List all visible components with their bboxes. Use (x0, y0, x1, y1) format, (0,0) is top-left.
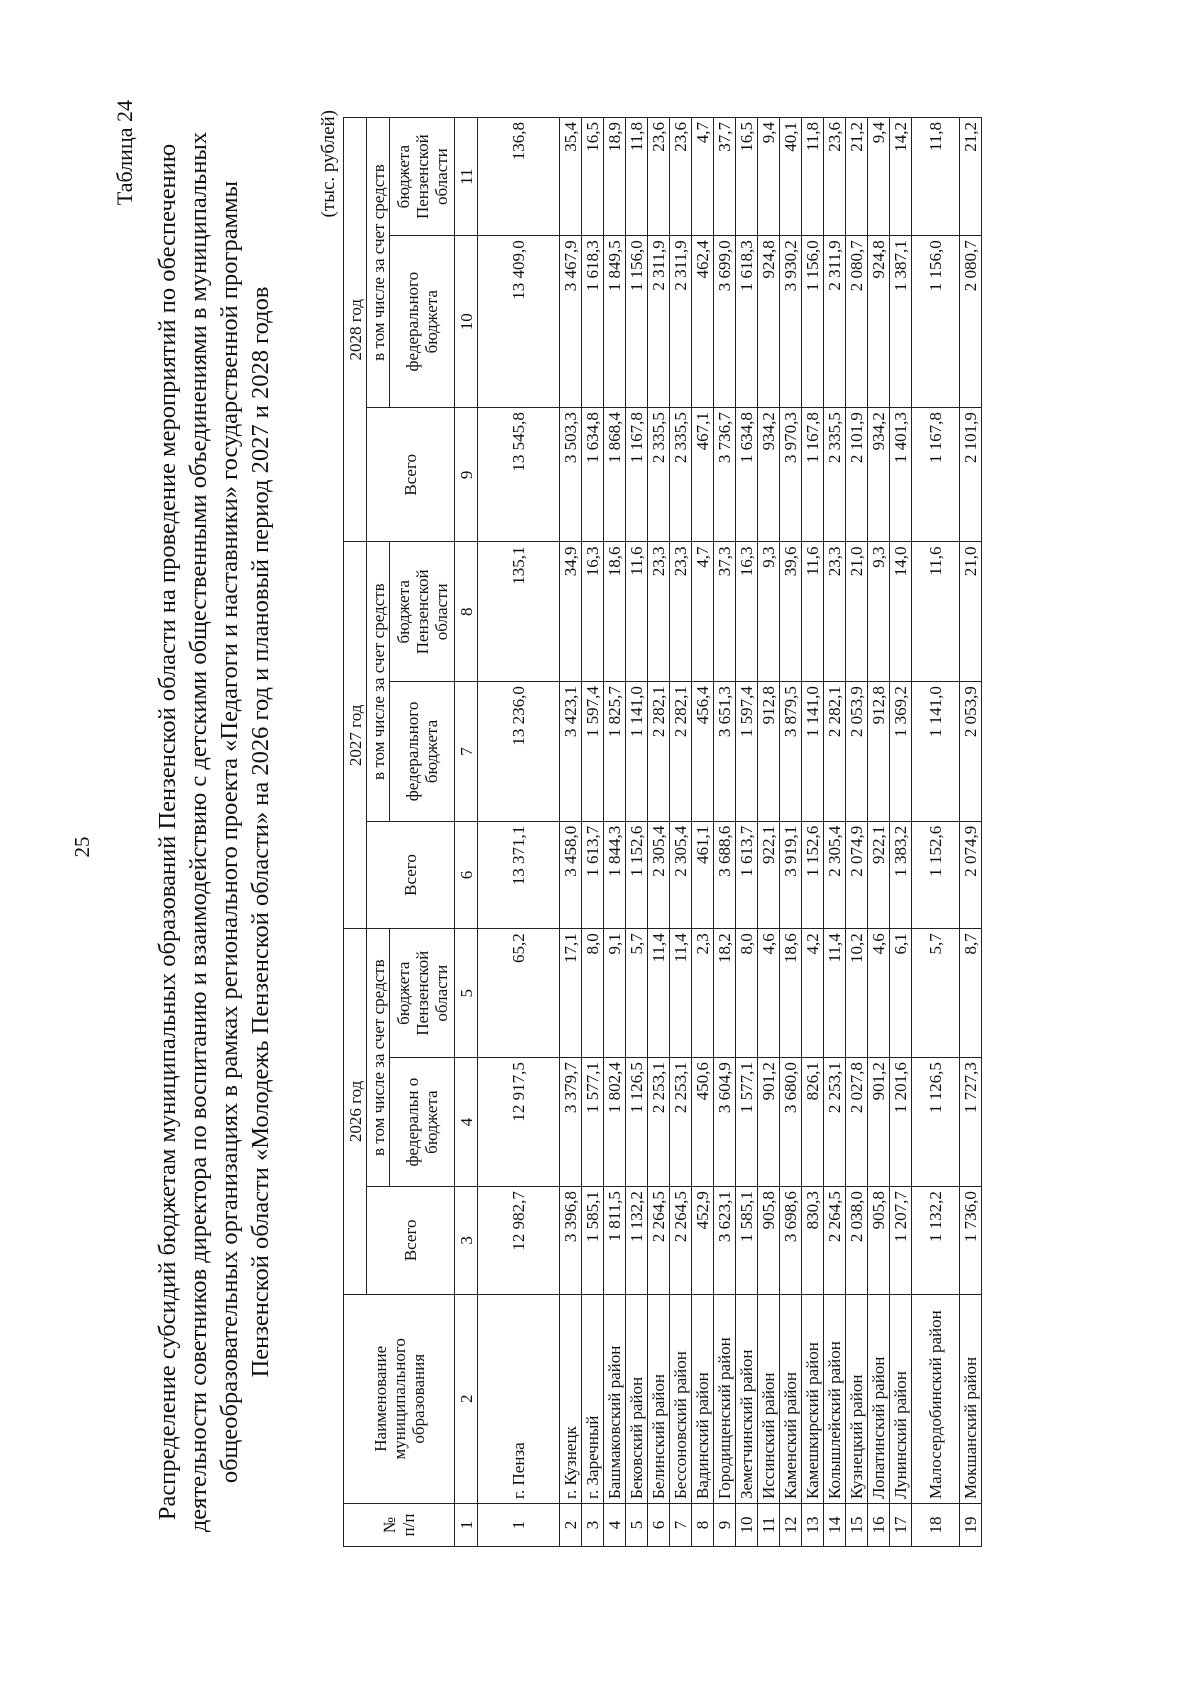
amount-cell: 1 811,5 (604, 1187, 626, 1294)
amount-cell: 5,7 (912, 929, 960, 1058)
amount-cell: 1 844,3 (604, 821, 626, 928)
municipality-name: Камешкирский район (802, 1294, 824, 1504)
header-federal-2028: федерального бюджета (390, 236, 455, 408)
amount-cell: 136,8 (478, 118, 560, 236)
row-number: 18 (912, 1504, 960, 1547)
amount-cell: 16,5 (736, 118, 758, 236)
column-number: 5 (455, 929, 478, 1058)
row-number: 15 (846, 1504, 868, 1547)
column-number: 11 (455, 118, 478, 236)
units-label: (тыс. рублей) (318, 110, 339, 218)
amount-cell: 11,8 (626, 118, 648, 236)
header-regional-2027: бюджета Пензенской области (390, 542, 455, 682)
amount-cell: 456,4 (692, 682, 714, 822)
amount-cell: 3 688,6 (714, 821, 736, 928)
table-row (802, 118, 824, 1547)
amount-cell: 11,6 (912, 542, 960, 682)
table-row (648, 118, 670, 1547)
amount-cell: 912,8 (758, 682, 780, 822)
amount-cell: 934,2 (868, 408, 890, 542)
table-row (692, 118, 714, 1547)
table-row (604, 118, 626, 1547)
table-row (960, 118, 982, 1547)
amount-cell: 3 423,1 (560, 682, 582, 822)
row-number: 3 (582, 1504, 604, 1547)
amount-cell: 10,2 (846, 929, 868, 1058)
header-year-2027: 2027 год (344, 542, 367, 929)
column-number-row (455, 118, 478, 1547)
column-number: 3 (455, 1187, 478, 1294)
amount-cell: 2 311,9 (648, 236, 670, 408)
amount-cell: 13 371,1 (478, 821, 560, 928)
amount-cell: 2 101,9 (846, 408, 868, 542)
amount-cell: 1 613,7 (736, 821, 758, 928)
row-number: 5 (626, 1504, 648, 1547)
amount-cell: 2 335,5 (648, 408, 670, 542)
amount-cell: 2 335,5 (670, 408, 692, 542)
municipality-name: Городищенский район (714, 1294, 736, 1504)
municipality-name: г. Заречный (582, 1294, 604, 1504)
row-number: 7 (670, 1504, 692, 1547)
amount-cell: 3 680,0 (780, 1058, 802, 1187)
amount-cell: 3 467,9 (560, 236, 582, 408)
amount-cell: 23,6 (824, 118, 846, 236)
amount-cell: 37,3 (714, 542, 736, 682)
row-number: 13 (802, 1504, 824, 1547)
header-year-2026: 2026 год (344, 929, 367, 1294)
header-incl-2026: в том числе за счет средств (367, 929, 390, 1187)
amount-cell: 3 396,8 (560, 1187, 582, 1294)
row-number: 12 (780, 1504, 802, 1547)
amount-cell: 4,7 (692, 542, 714, 682)
amount-cell: 21,2 (960, 118, 982, 236)
amount-cell: 2 264,5 (648, 1187, 670, 1294)
amount-cell: 1 585,1 (736, 1187, 758, 1294)
amount-cell: 922,1 (758, 821, 780, 928)
amount-cell: 2 335,5 (824, 408, 846, 542)
amount-cell: 1 369,2 (890, 682, 912, 822)
amount-cell: 3 699,0 (714, 236, 736, 408)
amount-cell: 16,3 (582, 542, 604, 682)
amount-cell: 3 651,3 (714, 682, 736, 822)
amount-cell: 1 577,1 (582, 1058, 604, 1187)
table-row (780, 118, 802, 1547)
amount-cell: 23,6 (670, 118, 692, 236)
amount-cell: 1 868,4 (604, 408, 626, 542)
row-number: 11 (758, 1504, 780, 1547)
amount-cell: 1 634,8 (736, 408, 758, 542)
amount-cell: 12 982,7 (478, 1187, 560, 1294)
amount-cell: 934,2 (758, 408, 780, 542)
amount-cell: 1 167,8 (912, 408, 960, 542)
amount-cell: 461,1 (692, 821, 714, 928)
header-total-2028: Всего (367, 408, 455, 542)
amount-cell: 1 387,1 (890, 236, 912, 408)
amount-cell: 11,4 (670, 929, 692, 1058)
municipality-name: Лопатинский район (868, 1294, 890, 1504)
amount-cell: 4,7 (692, 118, 714, 236)
row-number: 8 (692, 1504, 714, 1547)
table-row (912, 118, 960, 1547)
amount-cell: 1 634,8 (582, 408, 604, 542)
amount-cell: 2 053,9 (846, 682, 868, 822)
amount-cell: 1 802,4 (604, 1058, 626, 1187)
header-total-2027: Всего (367, 821, 455, 928)
amount-cell: 2 074,9 (960, 821, 982, 928)
amount-cell: 901,2 (758, 1058, 780, 1187)
amount-cell: 1 849,5 (604, 236, 626, 408)
amount-cell: 3 503,3 (560, 408, 582, 542)
amount-cell: 40,1 (780, 118, 802, 236)
table-row (670, 118, 692, 1547)
amount-cell: 18,2 (714, 929, 736, 1058)
table-row (626, 118, 648, 1547)
header-regional-2026: бюджета Пензенской области (390, 929, 455, 1058)
header-year-2028: 2028 год (344, 118, 367, 542)
amount-cell: 4,6 (758, 929, 780, 1058)
amount-cell: 2 264,5 (670, 1187, 692, 1294)
municipality-name: Лунинский район (890, 1294, 912, 1504)
row-number: 10 (736, 1504, 758, 1547)
table-row (868, 118, 890, 1547)
amount-cell: 11,8 (912, 118, 960, 236)
row-number: 17 (890, 1504, 912, 1547)
amount-cell: 1 618,3 (582, 236, 604, 408)
amount-cell: 924,8 (868, 236, 890, 408)
amount-cell: 14,2 (890, 118, 912, 236)
amount-cell: 6,1 (890, 929, 912, 1058)
amount-cell: 912,8 (868, 682, 890, 822)
header-name: Наименование муниципального образования (344, 1294, 455, 1504)
amount-cell: 12 917,5 (478, 1058, 560, 1187)
amount-cell: 2 305,4 (670, 821, 692, 928)
row-number: 14 (824, 1504, 846, 1547)
row-number: 1 (478, 1504, 560, 1547)
amount-cell: 2,3 (692, 929, 714, 1058)
amount-cell: 3 604,9 (714, 1058, 736, 1187)
amount-cell: 11,6 (802, 542, 824, 682)
amount-cell: 3 379,7 (560, 1058, 582, 1187)
amount-cell: 1 126,5 (912, 1058, 960, 1187)
amount-cell: 21,0 (960, 542, 982, 682)
amount-cell: 1 585,1 (582, 1187, 604, 1294)
amount-cell: 18,9 (604, 118, 626, 236)
amount-cell: 35,4 (560, 118, 582, 236)
municipality-name: Колышлейский район (824, 1294, 846, 1504)
table-body (455, 118, 982, 1547)
amount-cell: 2 305,4 (648, 821, 670, 928)
amount-cell: 21,2 (846, 118, 868, 236)
amount-cell: 135,1 (478, 542, 560, 682)
amount-cell: 1 736,0 (960, 1187, 982, 1294)
amount-cell: 467,1 (692, 408, 714, 542)
amount-cell: 1 132,2 (912, 1187, 960, 1294)
amount-cell: 14,0 (890, 542, 912, 682)
amount-cell: 9,3 (758, 542, 780, 682)
amount-cell: 2 282,1 (670, 682, 692, 822)
amount-cell: 1 152,6 (802, 821, 824, 928)
amount-cell: 830,3 (802, 1187, 824, 1294)
column-number: 8 (455, 542, 478, 682)
amount-cell: 1 401,3 (890, 408, 912, 542)
amount-cell: 8,0 (582, 929, 604, 1058)
amount-cell: 39,6 (780, 542, 802, 682)
amount-cell: 2 253,1 (824, 1058, 846, 1187)
table-row (560, 118, 582, 1547)
municipality-name: Мокшанский район (960, 1294, 982, 1504)
amount-cell: 1 152,6 (626, 821, 648, 928)
amount-cell: 18,6 (780, 929, 802, 1058)
amount-cell: 1 141,0 (626, 682, 648, 822)
amount-cell: 3 698,6 (780, 1187, 802, 1294)
amount-cell: 5,7 (626, 929, 648, 1058)
amount-cell: 4,2 (802, 929, 824, 1058)
table-row (736, 118, 758, 1547)
amount-cell: 37,7 (714, 118, 736, 236)
amount-cell: 1 383,2 (890, 821, 912, 928)
amount-cell: 13 236,0 (478, 682, 560, 822)
row-number: 2 (560, 1504, 582, 1547)
amount-cell: 2 074,9 (846, 821, 868, 928)
amount-cell: 1 825,7 (604, 682, 626, 822)
column-number: 1 (455, 1504, 478, 1547)
amount-cell: 1 156,0 (802, 236, 824, 408)
municipality-name: Белинский район (648, 1294, 670, 1504)
amount-cell: 1 167,8 (802, 408, 824, 542)
amount-cell: 65,2 (478, 929, 560, 1058)
amount-cell: 922,1 (868, 821, 890, 928)
table-label: Таблица 24 (112, 100, 137, 206)
header-num: № п/п (344, 1504, 455, 1547)
amount-cell: 2 253,1 (670, 1058, 692, 1187)
table-row (758, 118, 780, 1547)
amount-cell: 452,9 (692, 1187, 714, 1294)
amount-cell: 1 618,3 (736, 236, 758, 408)
amount-cell: 8,7 (960, 929, 982, 1058)
amount-cell: 2 101,9 (960, 408, 982, 542)
header-regional-2028: бюджета Пензенской области (390, 118, 455, 236)
amount-cell: 2 282,1 (648, 682, 670, 822)
amount-cell: 16,5 (582, 118, 604, 236)
amount-cell: 1 167,8 (626, 408, 648, 542)
amount-cell: 3 458,0 (560, 821, 582, 928)
amount-cell: 2 080,7 (960, 236, 982, 408)
header-incl-2027: в том числе за счет средств (367, 542, 390, 821)
row-number: 16 (868, 1504, 890, 1547)
amount-cell: 23,3 (824, 542, 846, 682)
amount-cell: 1 156,0 (912, 236, 960, 408)
row-number: 19 (960, 1504, 982, 1547)
amount-cell: 2 080,7 (846, 236, 868, 408)
amount-cell: 1 156,0 (626, 236, 648, 408)
amount-cell: 23,3 (648, 542, 670, 682)
amount-cell: 2 282,1 (824, 682, 846, 822)
amount-cell: 23,6 (648, 118, 670, 236)
amount-cell: 3 736,7 (714, 408, 736, 542)
municipality-name: Земетчинский район (736, 1294, 758, 1504)
amount-cell: 9,4 (758, 118, 780, 236)
amount-cell: 2 053,9 (960, 682, 982, 822)
amount-cell: 9,4 (868, 118, 890, 236)
table-row (714, 118, 736, 1547)
amount-cell: 905,8 (758, 1187, 780, 1294)
header-federal-2026: федеральн о бюджета (390, 1058, 455, 1187)
amount-cell: 1 126,5 (626, 1058, 648, 1187)
column-number: 9 (455, 408, 478, 542)
municipality-name: г. Кузнецк (560, 1294, 582, 1504)
amount-cell: 11,6 (626, 542, 648, 682)
municipality-name: Бессоновский район (670, 1294, 692, 1504)
amount-cell: 450,6 (692, 1058, 714, 1187)
row-number: 4 (604, 1504, 626, 1547)
amount-cell: 2 311,9 (670, 236, 692, 408)
amount-cell: 21,0 (846, 542, 868, 682)
amount-cell: 11,4 (824, 929, 846, 1058)
header-total-2026: Всего (367, 1187, 455, 1294)
amount-cell: 1 141,0 (802, 682, 824, 822)
amount-cell: 8,0 (736, 929, 758, 1058)
amount-cell: 3 930,2 (780, 236, 802, 408)
amount-cell: 905,8 (868, 1187, 890, 1294)
amount-cell: 1 141,0 (912, 682, 960, 822)
column-number: 2 (455, 1294, 478, 1504)
amount-cell: 1 613,7 (582, 821, 604, 928)
amount-cell: 1 152,6 (912, 821, 960, 928)
amount-cell: 901,2 (868, 1058, 890, 1187)
amount-cell: 3 623,1 (714, 1187, 736, 1294)
amount-cell: 13 409,0 (478, 236, 560, 408)
amount-cell: 13 545,8 (478, 408, 560, 542)
page-number: 25 (70, 836, 94, 858)
amount-cell: 462,4 (692, 236, 714, 408)
amount-cell: 1 597,4 (582, 682, 604, 822)
table-row (824, 118, 846, 1547)
header-incl-2028: в том числе за счет средств (367, 118, 390, 408)
municipality-name: Кузнецкий район (846, 1294, 868, 1504)
column-number: 10 (455, 236, 478, 408)
amount-cell: 1 207,7 (890, 1187, 912, 1294)
municipality-name: Вадинский район (692, 1294, 714, 1504)
amount-cell: 11,8 (802, 118, 824, 236)
amount-cell: 1 727,3 (960, 1058, 982, 1187)
amount-cell: 23,3 (670, 542, 692, 682)
municipality-name: г. Пенза (478, 1294, 560, 1504)
document-title: Распределение субсидий бюджетам муниципальных образований Пензенской области на проведение мероприятий по обеспечению деятельности советников директора по воспитанию и взаимодействию с детскими общественными объединениями в муниципальных общеобразовательных организациях в рамках регионального проекта «Педагоги и наставники» государственной программы Пензенской области «Молодежь Пензенской области» на 2026 год и плановый период 2027 и 2028 годов (154, 131, 274, 1533)
amount-cell: 3 919,1 (780, 821, 802, 928)
amount-cell: 826,1 (802, 1058, 824, 1187)
table-row (582, 118, 604, 1547)
subsidy-table (343, 117, 982, 1547)
amount-cell: 9,3 (868, 542, 890, 682)
amount-cell: 11,4 (648, 929, 670, 1058)
amount-cell: 1 132,2 (626, 1187, 648, 1294)
amount-cell: 9,1 (604, 929, 626, 1058)
row-number: 6 (648, 1504, 670, 1547)
amount-cell: 2 311,9 (824, 236, 846, 408)
amount-cell: 1 577,1 (736, 1058, 758, 1187)
table-row (846, 118, 868, 1547)
municipality-name: Бековский район (626, 1294, 648, 1504)
amount-cell: 1 201,6 (890, 1058, 912, 1187)
amount-cell: 34,9 (560, 542, 582, 682)
amount-cell: 2 305,4 (824, 821, 846, 928)
municipality-name: Каменский район (780, 1294, 802, 1504)
amount-cell: 2 027,8 (846, 1058, 868, 1187)
amount-cell: 3 970,3 (780, 408, 802, 542)
table-row (890, 118, 912, 1547)
amount-cell: 2 253,1 (648, 1058, 670, 1187)
amount-cell: 1 597,4 (736, 682, 758, 822)
column-number: 4 (455, 1058, 478, 1187)
amount-cell: 18,6 (604, 542, 626, 682)
municipality-name: Малосердобинский район (912, 1294, 960, 1504)
column-number: 7 (455, 682, 478, 822)
municipality-name: Башмаковский район (604, 1294, 626, 1504)
amount-cell: 2 038,0 (846, 1187, 868, 1294)
header-federal-2027: федерального бюджета (390, 682, 455, 822)
column-number: 6 (455, 821, 478, 928)
table-row (478, 118, 560, 1547)
municipality-name: Иссинский район (758, 1294, 780, 1504)
amount-cell: 2 264,5 (824, 1187, 846, 1294)
amount-cell: 924,8 (758, 236, 780, 408)
amount-cell: 3 879,5 (780, 682, 802, 822)
amount-cell: 4,6 (868, 929, 890, 1058)
amount-cell: 16,3 (736, 542, 758, 682)
amount-cell: 17,1 (560, 929, 582, 1058)
row-number: 9 (714, 1504, 736, 1547)
